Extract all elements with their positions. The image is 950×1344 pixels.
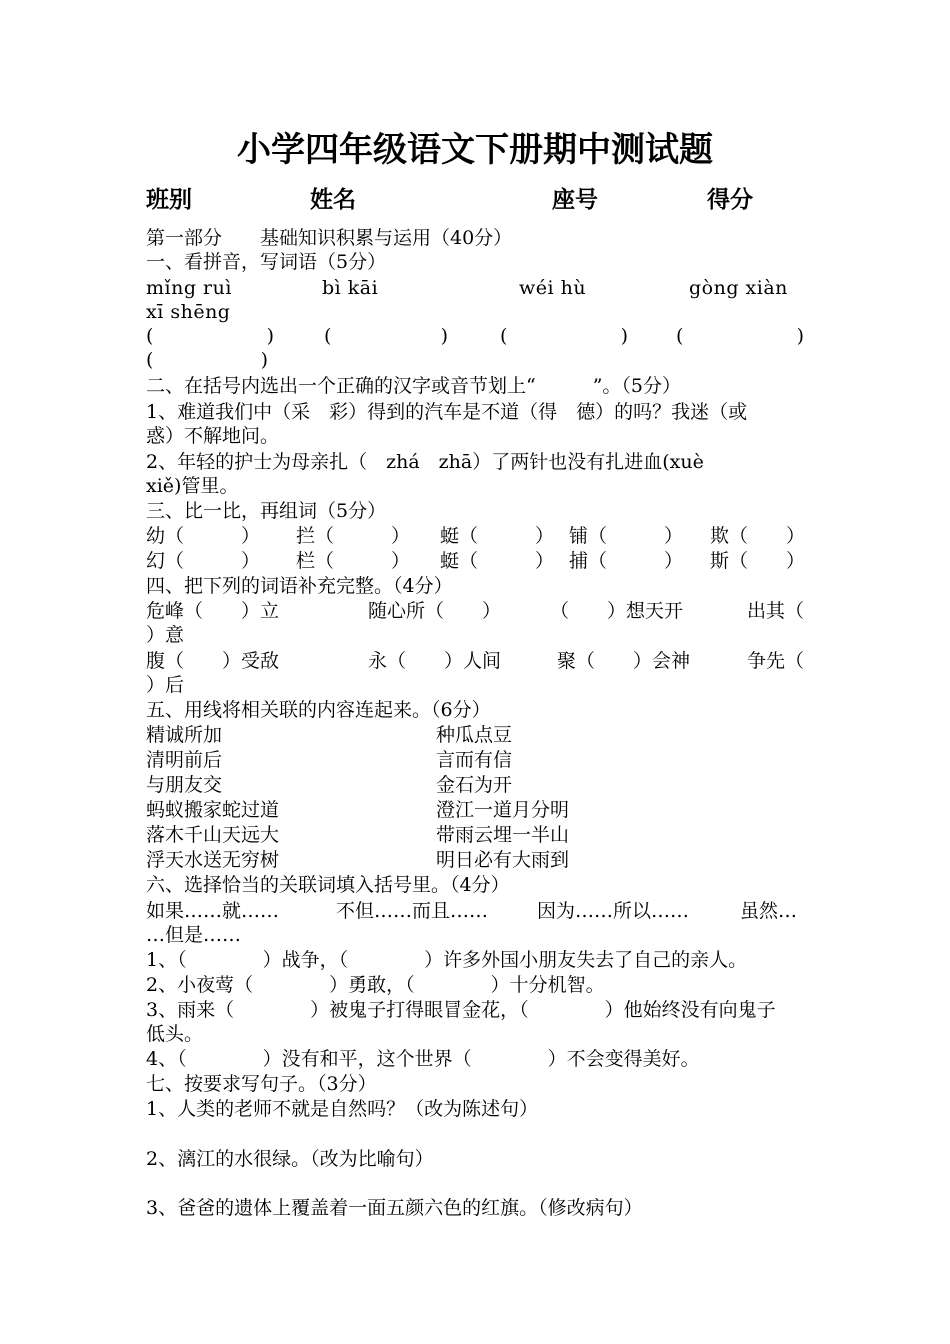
compare-item: 幼（ ）: [146, 525, 261, 547]
conjunction-option: 如果……就……: [146, 900, 280, 922]
class-label: 班别: [146, 187, 192, 213]
q7-sentence-1: 1、人类的老师不就是自然吗？（改为陈述句）: [146, 1098, 539, 1120]
seat-label: 座号: [552, 187, 598, 213]
idiom-item: 争先（: [747, 650, 805, 672]
idiom-item: 危峰（ ）立: [146, 600, 280, 622]
answer-box-1[interactable]: ( ): [146, 325, 274, 347]
compare-item: 斯（ ）: [710, 550, 806, 572]
match-left-item: 清明前后: [146, 749, 223, 771]
part1-heading: 第一部分 基础知识积累与运用（40分）: [146, 227, 513, 249]
idiom-item-cont: ）后: [146, 674, 185, 696]
match-left-item: 浮天水送无穷树: [146, 849, 280, 871]
q6-sentence-3: 3、雨来（ ）被鬼子打得眼冒金花，（ ）他始终没有向鬼子: [146, 999, 776, 1021]
compare-item: 欺（ ）: [710, 525, 806, 547]
match-right-item: 言而有信: [436, 749, 513, 771]
q1-heading: 一、看拼音，写词语（5分）: [146, 251, 387, 273]
pinyin-4: gòng xiàn: [689, 277, 788, 299]
q7-sentence-2: 2、漓江的水很绿。（改为比喻句）: [146, 1148, 434, 1170]
q2-line-1: 1、难道我们中（采 彩）得到的汽车是不道（得 德）的吗？我迷（或: [146, 401, 748, 423]
compare-item: 蜓（ ）: [440, 525, 555, 547]
idiom-item-cont: ）意: [146, 624, 185, 646]
match-right-item: 种瓜点豆: [436, 724, 513, 746]
idiom-item: 腹（ ）受敌: [146, 650, 280, 672]
idiom-item: 聚（ ）会神: [557, 650, 691, 672]
q7-sentence-3: 3、爸爸的遗体上覆盖着一面五颜六色的红旗。（修改病句）: [146, 1197, 643, 1219]
idiom-item: 出其（: [747, 600, 805, 622]
pinyin-2: bì kāi: [322, 277, 379, 299]
q2-heading: 二、在括号内选出一个正确的汉字或音节划上“ ”。（5分）: [146, 375, 682, 397]
match-right-item: 带雨云埋一半山: [436, 824, 570, 846]
page-title: 小学四年级语文下册期中测试题: [237, 130, 713, 170]
conjunction-option: 不但……而且……: [336, 900, 489, 922]
match-left-item: 与朋友交: [146, 774, 223, 796]
q3-heading: 三、比一比，再组词（5分）: [146, 500, 387, 522]
q2-line-4: xiě)管里。: [146, 475, 239, 497]
q4-heading: 四、把下列的词语补充完整。（4分）: [146, 575, 453, 597]
answer-box-3[interactable]: ( ): [500, 325, 628, 347]
compare-item: 栏（ ）: [296, 550, 411, 572]
conjunction-option: 虽然…: [740, 900, 798, 922]
q5-heading: 五、用线将相关联的内容连起来。（6分）: [146, 699, 491, 721]
q6-sentence-1: 1、（ ）战争，（ ）许多外国小朋友失去了自己的亲人。: [146, 949, 748, 971]
match-right-item: 金石为开: [436, 774, 513, 796]
idiom-item: 随心所（ ）: [368, 600, 502, 622]
q6-heading: 六、选择恰当的关联词填入括号里。（4分）: [146, 874, 510, 896]
compare-item: 蜓（ ）: [440, 550, 555, 572]
score-label: 得分: [707, 187, 753, 213]
q6-sentence-2: 2、小夜莺（ ）勇敢，（ ）十分机智。: [146, 974, 605, 996]
conjunction-option: 因为……所以……: [537, 900, 690, 922]
q2-line-3: 2、年轻的护士为母亲扎（ zhá zhā）了两针也没有扎进血(xuè: [146, 451, 704, 473]
compare-item: 拦（ ）: [296, 525, 411, 547]
compare-item: 捕（ ）: [569, 550, 684, 572]
q7-heading: 七、按要求写句子。（3分）: [146, 1073, 377, 1095]
compare-item: 幻（ ）: [146, 550, 261, 572]
match-right-item: 明日必有大雨到: [436, 849, 570, 871]
conjunction-option-cont: …但是……: [146, 924, 242, 946]
match-left-item: 蚂蚁搬家蛇过道: [146, 799, 280, 821]
idiom-item: 永（ ）人间: [368, 650, 502, 672]
answer-box-2[interactable]: ( ): [324, 325, 448, 347]
pinyin-1: mǐng ruì: [146, 277, 232, 299]
match-left-item: 精诚所加: [146, 724, 223, 746]
pinyin-5: xī shēng: [146, 301, 231, 323]
answer-box-5[interactable]: ( ): [146, 349, 268, 371]
match-right-item: 澄江一道月分明: [436, 799, 570, 821]
q6-sentence-4: 4、（ ）没有和平，这个世界（ ）不会变得美好。: [146, 1048, 700, 1070]
name-label: 姓名: [310, 187, 356, 213]
q2-line-2: 惑）不解地问。: [146, 425, 280, 447]
match-left-item: 落木千山天远大: [146, 824, 280, 846]
idiom-item: （ ）想天开: [550, 600, 684, 622]
answer-box-4[interactable]: ( ): [676, 325, 804, 347]
compare-item: 铺（ ）: [569, 525, 684, 547]
pinyin-3: wéi hù: [519, 277, 587, 299]
q6-sentence-3-cont: 低头。: [146, 1023, 204, 1045]
